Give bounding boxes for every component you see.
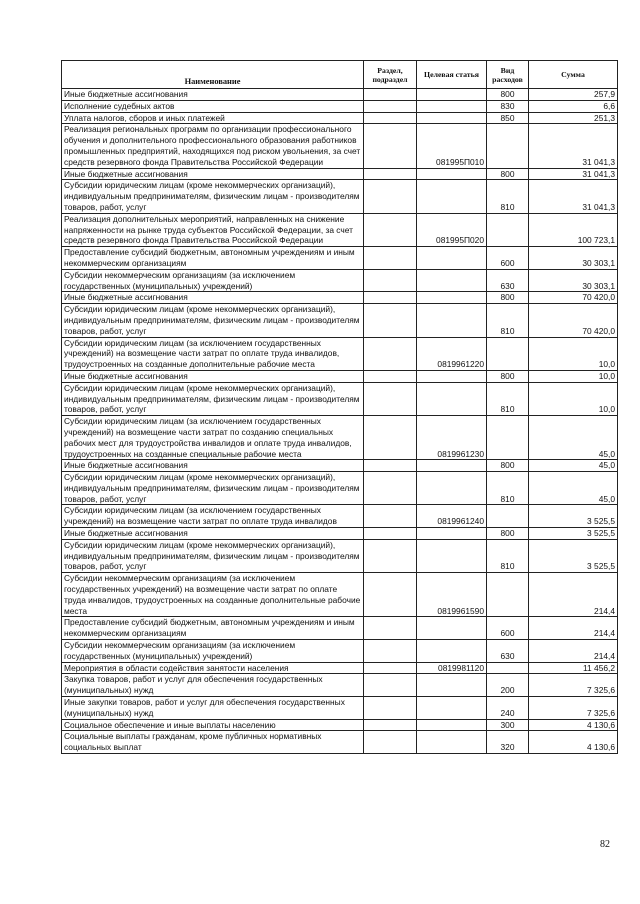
cell-razdel <box>364 617 417 640</box>
cell-vid: 810 <box>487 382 529 415</box>
table-row <box>62 168 618 180</box>
cell-target: 0819961590 <box>417 573 487 617</box>
cell-razdel <box>364 370 417 382</box>
cell-razdel <box>364 100 417 112</box>
cell-vid: 630 <box>487 640 529 663</box>
cell-target <box>417 180 487 213</box>
cell-name: Субсидии некоммерческим организациям (за исключением государственных учреждений) на возмещение части затрат по оплате труда инвалидов, трудоустроенных на созданные дополнительные рабочие места <box>62 573 364 617</box>
header-target: Целевая статья <box>417 61 487 89</box>
cell-target <box>417 112 487 124</box>
cell-vid: 800 <box>487 370 529 382</box>
table-row <box>62 573 618 617</box>
cell-vid: 810 <box>487 472 529 505</box>
cell-name: Иные бюджетные ассигнования <box>62 89 364 101</box>
cell-razdel <box>364 304 417 337</box>
cell-razdel <box>364 697 417 720</box>
cell-target <box>417 304 487 337</box>
cell-target <box>417 168 487 180</box>
cell-target <box>417 539 487 572</box>
cell-sum: 30 303,1 <box>529 247 618 270</box>
cell-sum: 31 041,3 <box>529 180 618 213</box>
cell-sum: 31 041,3 <box>529 124 618 168</box>
cell-vid: 800 <box>487 89 529 101</box>
cell-name: Субсидии юридическим лицам (кроме некоммерческих организаций), индивидуальным предпринимателям, физическим лицам - производителям товаров, работ, услуг <box>62 472 364 505</box>
header-row <box>62 61 618 89</box>
cell-razdel <box>364 112 417 124</box>
cell-target: 0819981120 <box>417 662 487 674</box>
cell-razdel <box>364 416 417 460</box>
table-row <box>62 617 618 640</box>
cell-razdel <box>364 337 417 370</box>
cell-sum: 45,0 <box>529 472 618 505</box>
table-row <box>62 719 618 731</box>
table-row <box>62 505 618 528</box>
table-row <box>62 370 618 382</box>
cell-name: Субсидии юридическим лицам (кроме некоммерческих организаций), индивидуальным предпринимателям, физическим лицам - производителям товаров, работ, услуг <box>62 304 364 337</box>
table-row <box>62 124 618 168</box>
cell-sum: 257,9 <box>529 89 618 101</box>
cell-target <box>417 269 487 292</box>
table-row <box>62 100 618 112</box>
cell-vid: 810 <box>487 539 529 572</box>
cell-target <box>417 370 487 382</box>
table-row <box>62 460 618 472</box>
cell-sum: 10,0 <box>529 337 618 370</box>
cell-target: 0819961230 <box>417 416 487 460</box>
cell-vid <box>487 213 529 246</box>
cell-razdel <box>364 640 417 663</box>
cell-name: Реализация дополнительных мероприятий, направленных на снижение напряженности на рынке труда субъектов Российской Федерации, за счет средств резервного фонда Правительства Российской Федерации <box>62 213 364 246</box>
cell-vid: 810 <box>487 180 529 213</box>
cell-razdel <box>364 719 417 731</box>
cell-vid <box>487 573 529 617</box>
cell-name: Субсидии юридическим лицам (за исключением государственных учреждений) на возмещение части затрат по созданию специальных рабочих мест для трудоустройства инвалидов и оплате труда инвалидов, трудоустроенных на созданные специальные рабочие места <box>62 416 364 460</box>
table-row <box>62 528 618 540</box>
cell-name: Иные бюджетные ассигнования <box>62 528 364 540</box>
cell-sum: 214,4 <box>529 617 618 640</box>
cell-razdel <box>364 382 417 415</box>
table-row <box>62 662 618 674</box>
cell-vid: 810 <box>487 304 529 337</box>
cell-razdel <box>364 505 417 528</box>
cell-name: Уплата налогов, сборов и иных платежей <box>62 112 364 124</box>
table-row <box>62 382 618 415</box>
cell-sum: 214,4 <box>529 640 618 663</box>
cell-name: Субсидии юридическим лицам (кроме некоммерческих организаций), индивидуальным предпринимателям, физическим лицам - производителям товаров, работ, услуг <box>62 539 364 572</box>
cell-name: Иные закупки товаров, работ и услуг для обеспечения государственных (муниципальных) нужд <box>62 697 364 720</box>
cell-name: Предоставление субсидий бюджетным, автономным учреждениям и иным некоммерческим организациям <box>62 617 364 640</box>
cell-razdel <box>364 472 417 505</box>
cell-razdel <box>364 213 417 246</box>
header-vid: Вид расходов <box>487 61 529 89</box>
cell-sum: 100 723,1 <box>529 213 618 246</box>
cell-sum: 3 525,5 <box>529 539 618 572</box>
page-number: 82 <box>600 839 610 850</box>
cell-razdel <box>364 124 417 168</box>
table-header <box>62 61 618 89</box>
table-row <box>62 89 618 101</box>
table-row <box>62 472 618 505</box>
cell-sum: 10,0 <box>529 370 618 382</box>
cell-vid: 320 <box>487 731 529 754</box>
cell-target: 081995П010 <box>417 124 487 168</box>
cell-razdel <box>364 528 417 540</box>
cell-target <box>417 617 487 640</box>
cell-sum: 3 525,5 <box>529 505 618 528</box>
cell-name: Субсидии некоммерческим организациям (за исключением государственных (муниципальных) учреждений) <box>62 640 364 663</box>
cell-vid <box>487 662 529 674</box>
cell-sum: 214,4 <box>529 573 618 617</box>
cell-vid <box>487 124 529 168</box>
cell-vid: 800 <box>487 168 529 180</box>
table-row <box>62 292 618 304</box>
cell-vid: 850 <box>487 112 529 124</box>
cell-name: Закупка товаров, работ и услуг для обеспечения государственных (муниципальных) нужд <box>62 674 364 697</box>
cell-target <box>417 640 487 663</box>
cell-razdel <box>364 460 417 472</box>
cell-sum: 11 456,2 <box>529 662 618 674</box>
cell-razdel <box>364 89 417 101</box>
cell-razdel <box>364 247 417 270</box>
cell-target <box>417 674 487 697</box>
table-body <box>62 89 618 754</box>
cell-vid: 800 <box>487 460 529 472</box>
table-row <box>62 674 618 697</box>
cell-vid: 800 <box>487 528 529 540</box>
cell-sum: 7 325,6 <box>529 697 618 720</box>
cell-target <box>417 292 487 304</box>
cell-target <box>417 719 487 731</box>
cell-sum: 3 525,5 <box>529 528 618 540</box>
cell-sum: 6,6 <box>529 100 618 112</box>
table-row <box>62 213 618 246</box>
cell-razdel <box>364 168 417 180</box>
cell-vid: 630 <box>487 269 529 292</box>
cell-target <box>417 460 487 472</box>
cell-sum: 45,0 <box>529 460 618 472</box>
table-row <box>62 112 618 124</box>
cell-vid: 830 <box>487 100 529 112</box>
table-row <box>62 304 618 337</box>
cell-name: Иные бюджетные ассигнования <box>62 168 364 180</box>
cell-name: Субсидии юридическим лицам (кроме некоммерческих организаций), индивидуальным предпринимателям, физическим лицам - производителям товаров, работ, услуг <box>62 382 364 415</box>
table-row <box>62 731 618 754</box>
cell-vid: 200 <box>487 674 529 697</box>
table-row <box>62 247 618 270</box>
cell-name: Исполнение судебных актов <box>62 100 364 112</box>
cell-vid: 800 <box>487 292 529 304</box>
cell-razdel <box>364 269 417 292</box>
cell-name: Субсидии юридическим лицам (за исключением государственных учреждений) на возмещение части затрат по оплате труда инвалидов <box>62 505 364 528</box>
cell-name: Мероприятия в области содействия занятости населения <box>62 662 364 674</box>
cell-vid <box>487 416 529 460</box>
cell-target <box>417 731 487 754</box>
table-row <box>62 539 618 572</box>
cell-sum: 251,3 <box>529 112 618 124</box>
cell-name: Социальное обеспечение и иные выплаты населению <box>62 719 364 731</box>
cell-target <box>417 100 487 112</box>
cell-name: Субсидии юридическим лицам (за исключением государственных учреждений) на возмещение части затрат по оплате труда инвалидов, трудоустроенных на созданные дополнительные рабочие места <box>62 337 364 370</box>
cell-name: Иные бюджетные ассигнования <box>62 460 364 472</box>
header-razdel: Раздел, подраздел <box>364 61 417 89</box>
cell-vid: 600 <box>487 617 529 640</box>
cell-target <box>417 472 487 505</box>
cell-target: 0819961240 <box>417 505 487 528</box>
cell-sum: 45,0 <box>529 416 618 460</box>
cell-sum: 70 420,0 <box>529 292 618 304</box>
cell-name: Субсидии некоммерческим организациям (за исключением государственных (муниципальных) учреждений) <box>62 269 364 292</box>
cell-vid: 240 <box>487 697 529 720</box>
cell-razdel <box>364 292 417 304</box>
cell-razdel <box>364 674 417 697</box>
cell-sum: 70 420,0 <box>529 304 618 337</box>
table-row <box>62 416 618 460</box>
table-row <box>62 269 618 292</box>
cell-razdel <box>364 731 417 754</box>
cell-target <box>417 528 487 540</box>
table-row <box>62 180 618 213</box>
cell-name: Иные бюджетные ассигнования <box>62 292 364 304</box>
cell-target <box>417 89 487 101</box>
table-row <box>62 337 618 370</box>
cell-sum: 10,0 <box>529 382 618 415</box>
cell-name: Субсидии юридическим лицам (кроме некоммерческих организаций), индивидуальным предпринимателям, физическим лицам - производителям товаров, работ, услуг <box>62 180 364 213</box>
table-row <box>62 697 618 720</box>
cell-target: 081995П020 <box>417 213 487 246</box>
header-sum: Сумма <box>529 61 618 89</box>
cell-razdel <box>364 573 417 617</box>
cell-target: 0819961220 <box>417 337 487 370</box>
cell-target <box>417 247 487 270</box>
cell-target <box>417 697 487 720</box>
cell-razdel <box>364 539 417 572</box>
cell-sum: 4 130,6 <box>529 719 618 731</box>
cell-vid: 300 <box>487 719 529 731</box>
budget-table <box>61 60 618 754</box>
cell-razdel <box>364 180 417 213</box>
cell-name: Социальные выплаты гражданам, кроме публичных нормативных социальных выплат <box>62 731 364 754</box>
cell-sum: 31 041,3 <box>529 168 618 180</box>
cell-vid: 600 <box>487 247 529 270</box>
cell-name: Реализация региональных программ по организации профессионального обучения и дополнительного профессионального образования работников промышленных предприятий, находящихся под риском увольнения, за счет средств резервного фонда Правительства Российской Федерации <box>62 124 364 168</box>
cell-razdel <box>364 662 417 674</box>
cell-target <box>417 382 487 415</box>
header-name: Наименование <box>62 61 364 89</box>
table-row <box>62 640 618 663</box>
cell-name: Предоставление субсидий бюджетным, автономным учреждениям и иным некоммерческим организациям <box>62 247 364 270</box>
cell-vid <box>487 505 529 528</box>
cell-sum: 30 303,1 <box>529 269 618 292</box>
cell-sum: 7 325,6 <box>529 674 618 697</box>
cell-name: Иные бюджетные ассигнования <box>62 370 364 382</box>
cell-vid <box>487 337 529 370</box>
cell-sum: 4 130,6 <box>529 731 618 754</box>
